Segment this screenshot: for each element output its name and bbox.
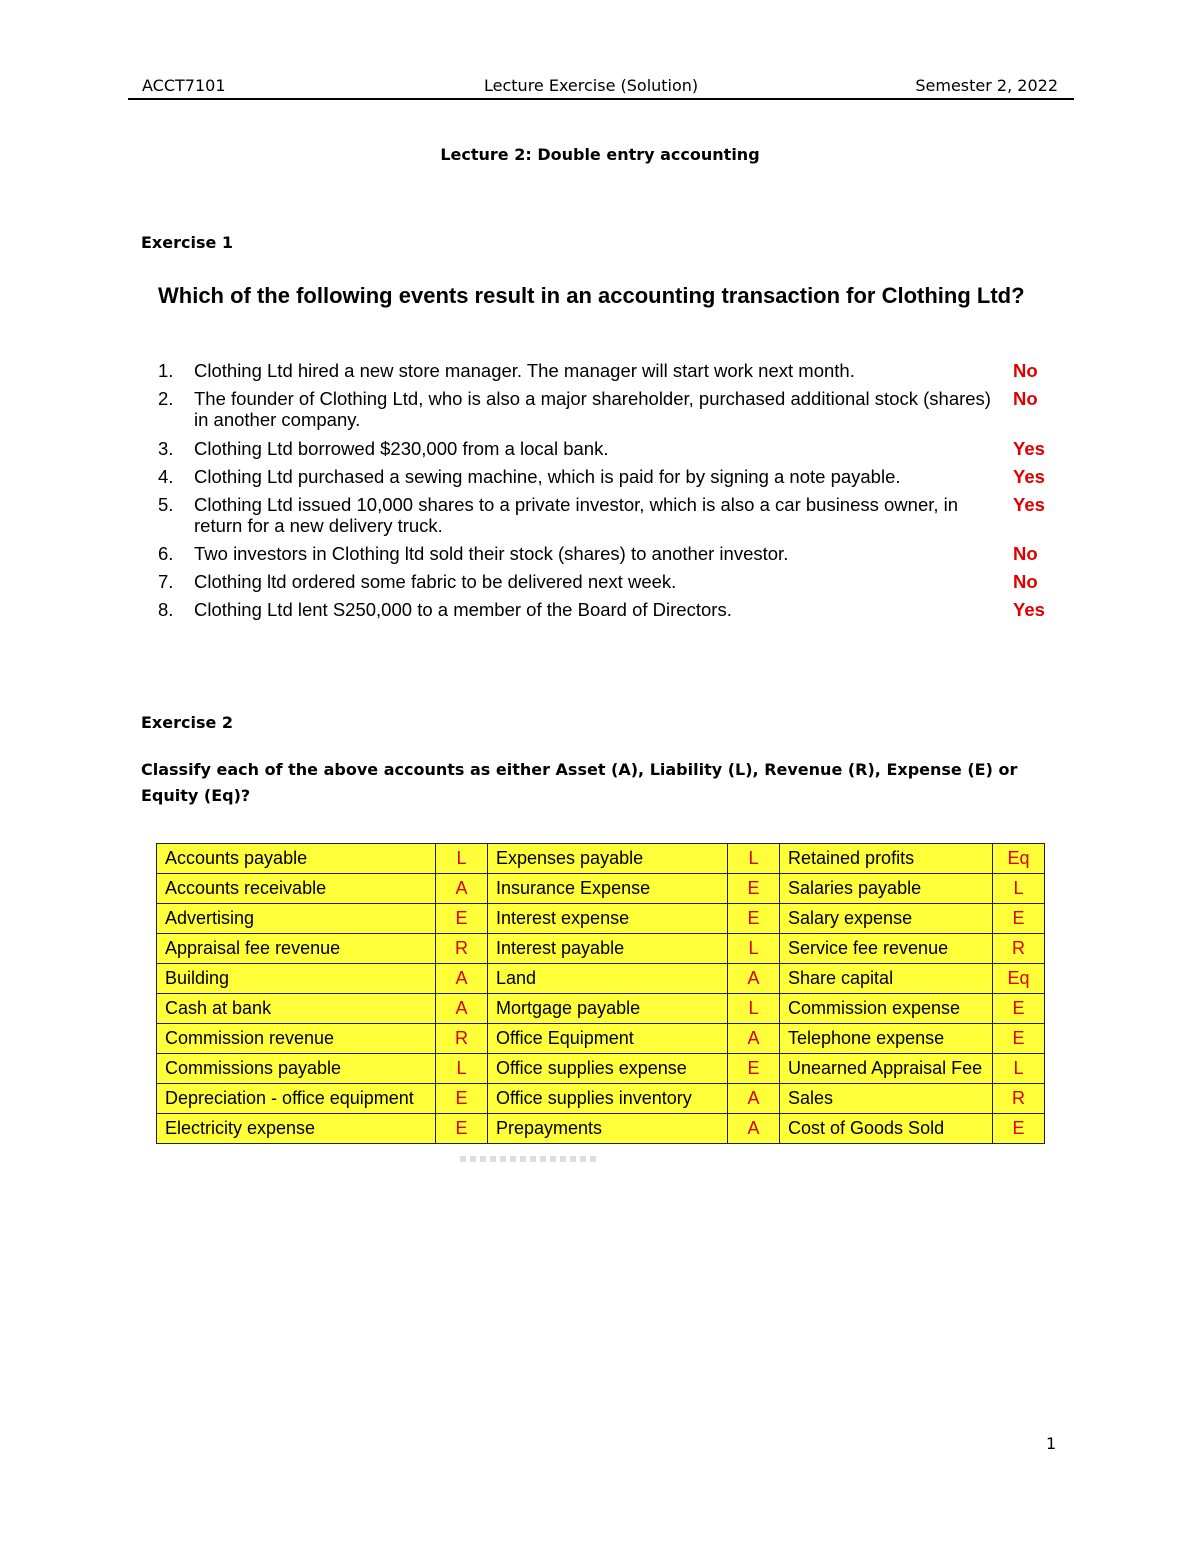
account-name-cell: Mortgage payable bbox=[488, 994, 728, 1024]
event-number: 1. bbox=[158, 360, 174, 381]
classification-cell: Eq bbox=[993, 844, 1045, 874]
event-text: Clothing Ltd hired a new store manager. The manager will start work next month. bbox=[194, 360, 855, 381]
account-name-cell: Accounts payable bbox=[157, 844, 436, 874]
table-row bbox=[157, 934, 1045, 964]
classification-cell: L bbox=[436, 844, 488, 874]
exercise-2-heading: Exercise 2 bbox=[141, 713, 234, 732]
event-number: 5. bbox=[158, 494, 174, 515]
accounts-table-body bbox=[157, 844, 1045, 1144]
table-row bbox=[157, 994, 1045, 1024]
event-text: Two investors in Clothing ltd sold their stock (shares) to another investor. bbox=[194, 543, 789, 564]
classification-cell: A bbox=[728, 1114, 780, 1144]
event-text: Clothing Ltd issued 10,000 shares to a private investor, which is also a car business owner, in return for a new delivery truck. bbox=[194, 494, 959, 536]
event-answer: Yes bbox=[1013, 438, 1045, 459]
account-name-cell: Telephone expense bbox=[780, 1024, 993, 1054]
event-text: Clothing ltd ordered some fabric to be delivered next week. bbox=[194, 571, 677, 592]
account-name-cell: Electricity expense bbox=[157, 1114, 436, 1144]
account-name-cell: Retained profits bbox=[780, 844, 993, 874]
account-name-cell: Salaries payable bbox=[780, 874, 993, 904]
classification-cell: L bbox=[728, 994, 780, 1024]
event-answer: No bbox=[1013, 388, 1038, 409]
account-name-cell: Office supplies inventory bbox=[488, 1084, 728, 1114]
account-name-cell: Office supplies expense bbox=[488, 1054, 728, 1084]
account-name-cell: Unearned Appraisal Fee bbox=[780, 1054, 993, 1084]
classification-cell: L bbox=[728, 934, 780, 964]
classification-cell: E bbox=[728, 904, 780, 934]
classification-cell: E bbox=[436, 904, 488, 934]
table-row bbox=[157, 964, 1045, 994]
event-number: 8. bbox=[158, 599, 174, 620]
event-text: Clothing Ltd purchased a sewing machine, which is paid for by signing a note payable. bbox=[194, 466, 901, 487]
account-name-cell: Salary expense bbox=[780, 904, 993, 934]
event-answer: No bbox=[1013, 360, 1038, 381]
semester-label: Semester 2, 2022 bbox=[915, 76, 1058, 95]
page-header bbox=[128, 74, 1074, 100]
account-name-cell: Interest expense bbox=[488, 904, 728, 934]
classification-cell: E bbox=[993, 994, 1045, 1024]
classification-cell: E bbox=[728, 1054, 780, 1084]
classification-cell: E bbox=[993, 1024, 1045, 1054]
table-row bbox=[157, 1114, 1045, 1144]
table-row bbox=[157, 1084, 1045, 1114]
account-name-cell: Accounts receivable bbox=[157, 874, 436, 904]
classification-cell: L bbox=[436, 1054, 488, 1084]
classification-cell: A bbox=[436, 874, 488, 904]
event-number: 6. bbox=[158, 543, 174, 564]
account-name-cell: Insurance Expense bbox=[488, 874, 728, 904]
account-name-cell: Cost of Goods Sold bbox=[780, 1114, 993, 1144]
faded-caption bbox=[460, 1156, 600, 1162]
table-row bbox=[157, 1054, 1045, 1084]
event-text: The founder of Clothing Ltd, who is also a major shareholder, purchased additional stock (shares) in another company. bbox=[194, 388, 991, 430]
classification-cell: A bbox=[436, 964, 488, 994]
classification-cell: E bbox=[436, 1114, 488, 1144]
classification-cell: R bbox=[436, 934, 488, 964]
table-row bbox=[157, 1024, 1045, 1054]
classification-cell: L bbox=[993, 874, 1045, 904]
event-answer: No bbox=[1013, 543, 1038, 564]
account-name-cell: Office Equipment bbox=[488, 1024, 728, 1054]
account-name-cell: Prepayments bbox=[488, 1114, 728, 1144]
course-code: ACCT7101 bbox=[142, 76, 226, 95]
classification-cell: R bbox=[993, 934, 1045, 964]
table-row bbox=[157, 844, 1045, 874]
classification-cell: A bbox=[728, 1084, 780, 1114]
exercise-2-instruction: Classify each of the above accounts as either Asset (A), Liability (L), Revenue (R), Expense (E) or Equity (Eq)? bbox=[141, 760, 1018, 805]
lecture-title: Lecture 2: Double entry accounting bbox=[440, 145, 760, 164]
table-row bbox=[157, 904, 1045, 934]
account-name-cell: Appraisal fee revenue bbox=[157, 934, 436, 964]
document-title: Lecture Exercise (Solution) bbox=[484, 76, 699, 95]
exercise-1-question: Which of the following events result in an accounting transaction for Clothing Ltd? bbox=[158, 283, 1025, 308]
classification-cell: R bbox=[993, 1084, 1045, 1114]
classification-cell: L bbox=[993, 1054, 1045, 1084]
event-text: Clothing Ltd borrowed $230,000 from a local bank. bbox=[194, 438, 609, 459]
classification-cell: A bbox=[728, 1024, 780, 1054]
classification-cell: A bbox=[728, 964, 780, 994]
event-number: 4. bbox=[158, 466, 174, 487]
page-number: 1 bbox=[1046, 1434, 1057, 1453]
classification-cell: Eq bbox=[993, 964, 1045, 994]
account-name-cell: Building bbox=[157, 964, 436, 994]
account-name-cell: Cash at bank bbox=[157, 994, 436, 1024]
event-answer: Yes bbox=[1013, 494, 1045, 515]
classification-cell: E bbox=[436, 1084, 488, 1114]
account-name-cell: Land bbox=[488, 964, 728, 994]
account-name-cell: Share capital bbox=[780, 964, 993, 994]
event-number: 3. bbox=[158, 438, 174, 459]
event-number: 2. bbox=[158, 388, 174, 409]
classification-cell: E bbox=[993, 904, 1045, 934]
event-answer: Yes bbox=[1013, 599, 1045, 620]
account-name-cell: Advertising bbox=[157, 904, 436, 934]
classification-cell: R bbox=[436, 1024, 488, 1054]
account-name-cell: Service fee revenue bbox=[780, 934, 993, 964]
account-name-cell: Sales bbox=[780, 1084, 993, 1114]
account-name-cell: Commission expense bbox=[780, 994, 993, 1024]
classification-cell: E bbox=[728, 874, 780, 904]
accounts-table bbox=[156, 843, 1045, 1144]
event-answer: Yes bbox=[1013, 466, 1045, 487]
event-text: Clothing Ltd lent S250,000 to a member of the Board of Directors. bbox=[194, 599, 732, 620]
account-name-cell: Interest payable bbox=[488, 934, 728, 964]
classification-cell: A bbox=[436, 994, 488, 1024]
account-name-cell: Commissions payable bbox=[157, 1054, 436, 1084]
account-name-cell: Commission revenue bbox=[157, 1024, 436, 1054]
event-answer: No bbox=[1013, 571, 1038, 592]
account-name-cell: Depreciation - office equipment bbox=[157, 1084, 436, 1114]
table-row bbox=[157, 874, 1045, 904]
account-name-cell: Expenses payable bbox=[488, 844, 728, 874]
exercise-1-heading: Exercise 1 bbox=[141, 233, 234, 252]
event-number: 7. bbox=[158, 571, 174, 592]
classification-cell: L bbox=[728, 844, 780, 874]
classification-cell: E bbox=[993, 1114, 1045, 1144]
